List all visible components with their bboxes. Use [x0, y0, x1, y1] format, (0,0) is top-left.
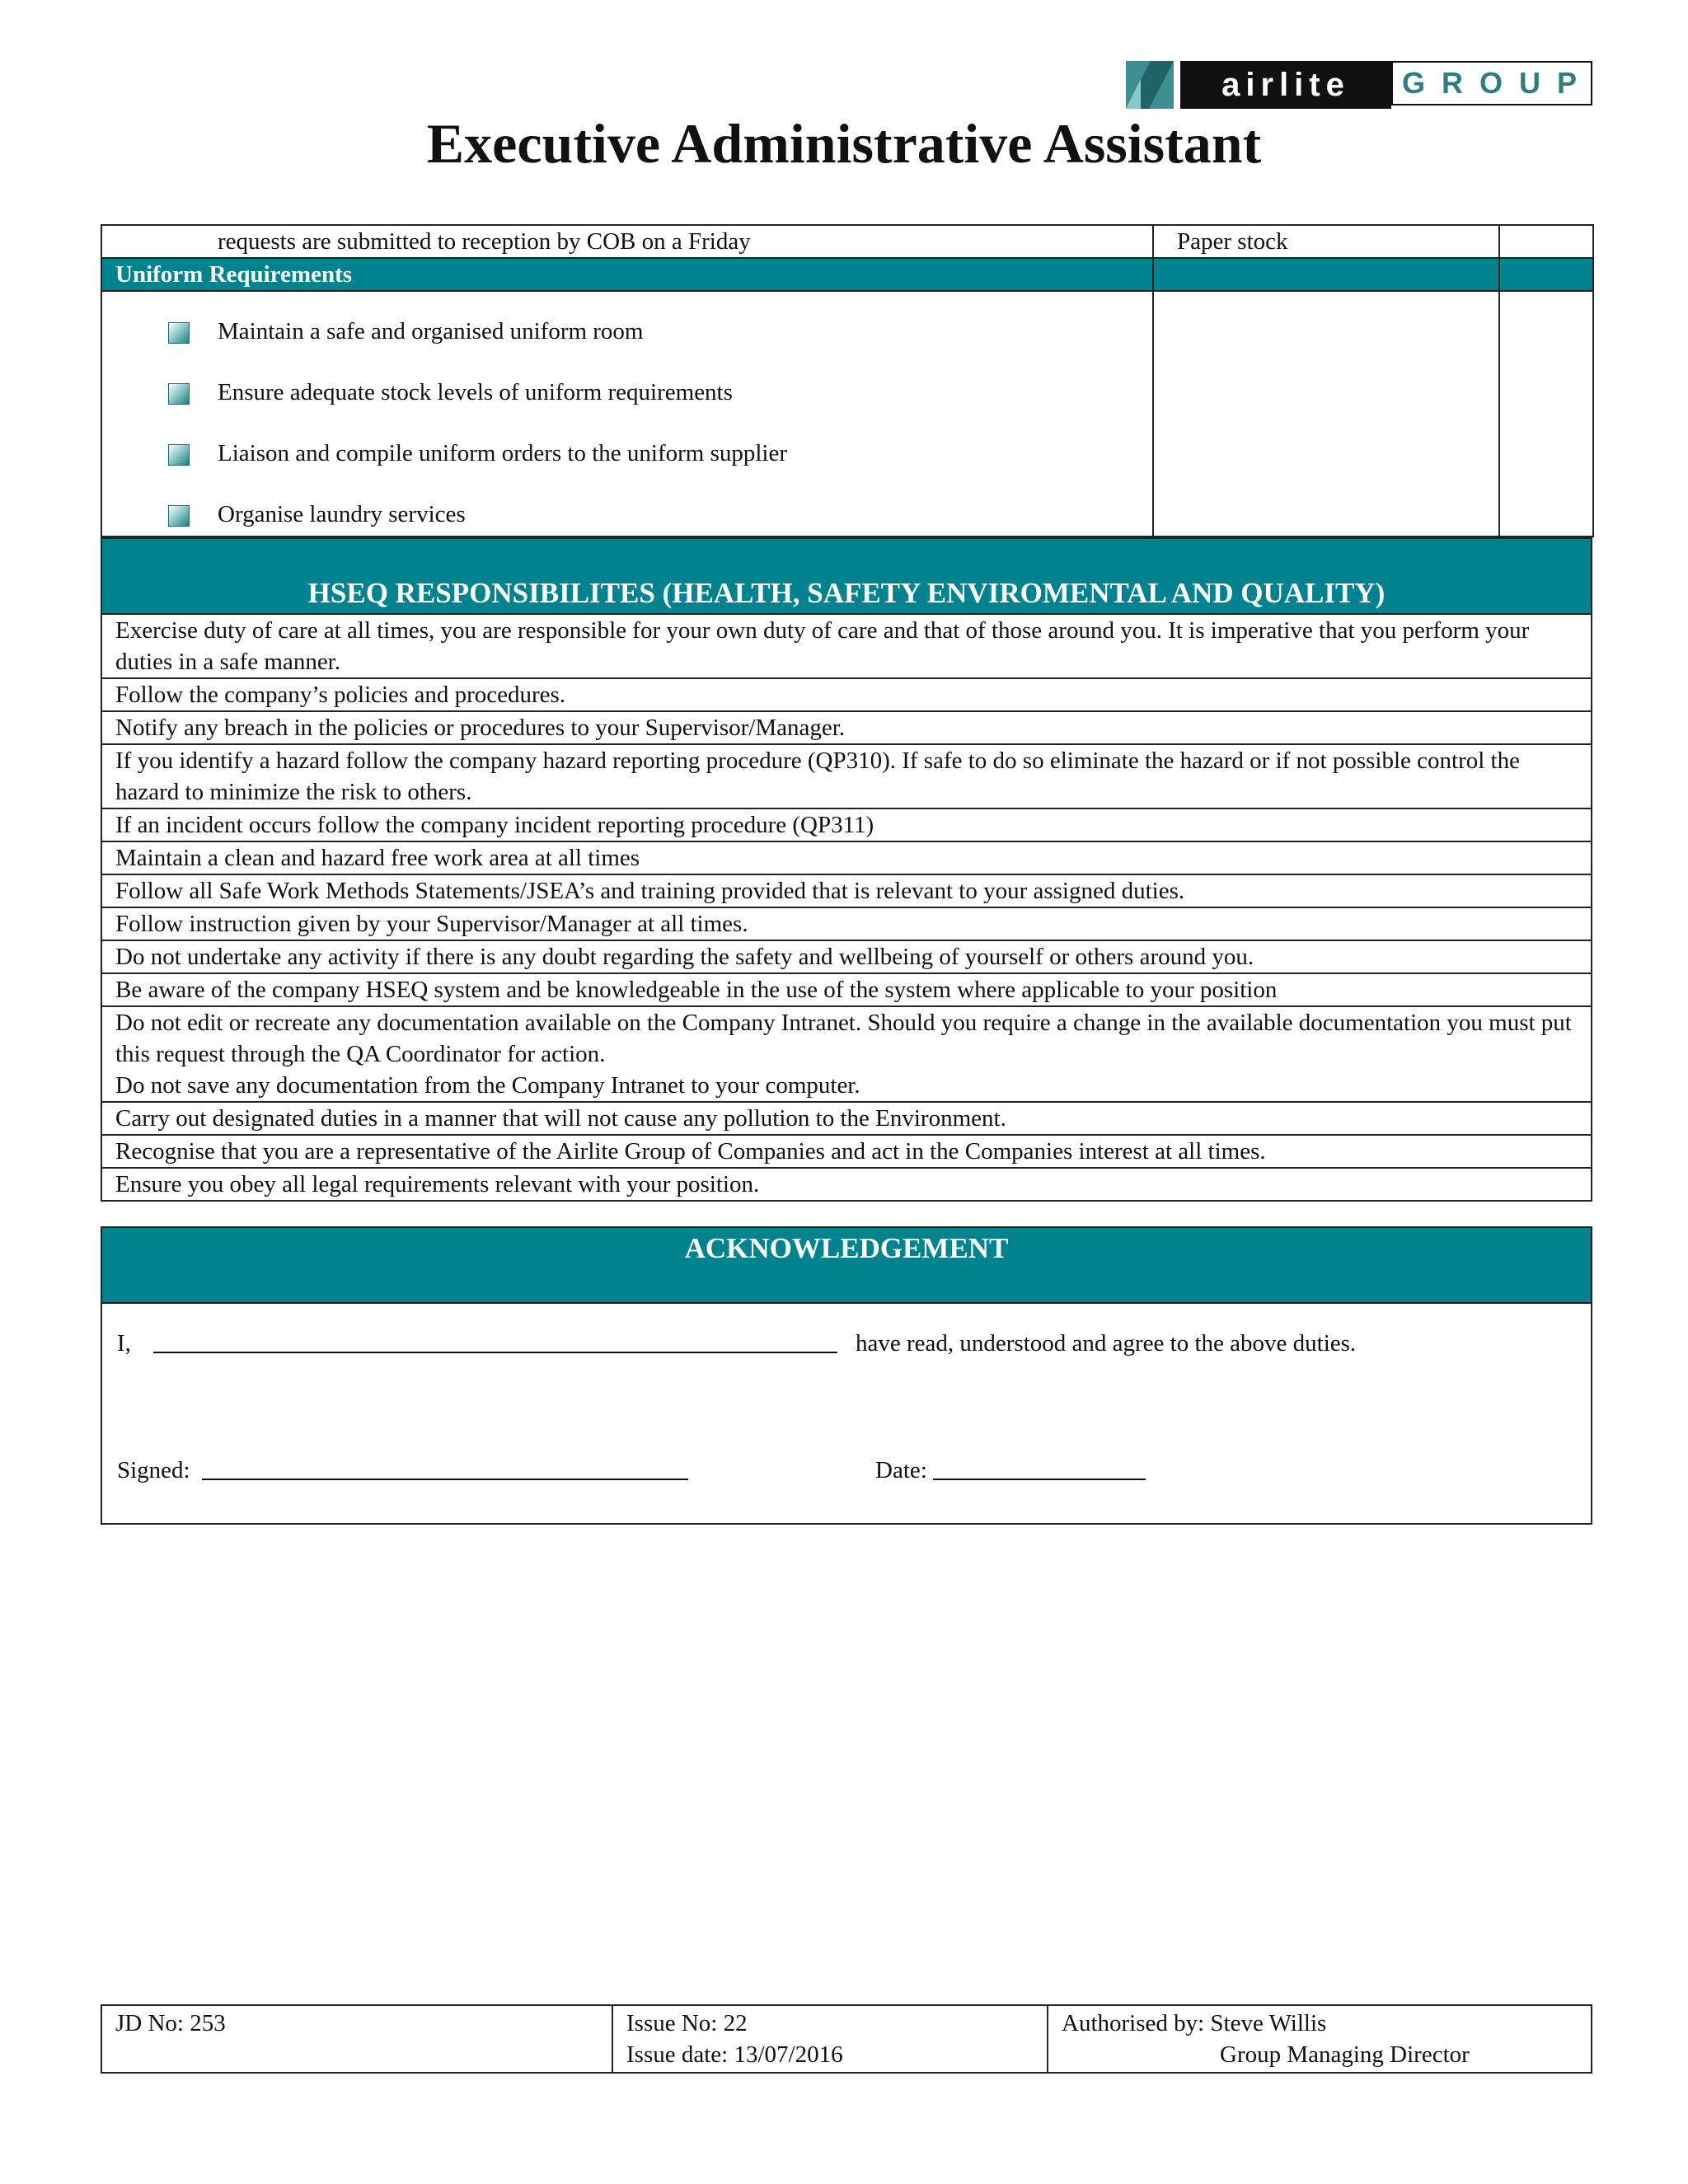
company-logo: [1126, 61, 1596, 109]
bullet-text: Maintain a safe and organised uniform room: [218, 318, 644, 344]
page-title: Executive Administrative Assistant: [426, 112, 1262, 175]
issue-number: Issue No: 22: [626, 2010, 748, 2036]
list-item: [168, 437, 1152, 498]
date-blank-field[interactable]: [933, 1454, 1146, 1480]
table-row: [101, 841, 1592, 874]
bullet-square-icon: [168, 505, 190, 527]
table-row: [101, 614, 1592, 678]
hseq-row: Follow instruction given by your Supervisor/Manager at all times.: [101, 907, 1592, 940]
authorised-cell: [1048, 2005, 1592, 2073]
uniform-bullets-row: [101, 291, 1593, 537]
uniform-header: Uniform Requirements: [101, 258, 1153, 291]
issue-date: Issue date: 13/07/2016: [626, 2041, 843, 2068]
signed-line: [117, 1454, 190, 1487]
table-row: [101, 808, 1592, 841]
hseq-row: Be aware of the company HSEQ system and be knowledgeable in the use of the system where applicable to your position: [101, 973, 1592, 1006]
hseq-row: Carry out designated duties in a manner that will not cause any pollution to the Environment.: [101, 1102, 1592, 1135]
hseq-row: Exercise duty of care at all times, you are responsible for your own duty of care and that of those around you. It is imperative that you perform your duties in a safe manner.: [101, 614, 1592, 678]
hseq-row: If you identify a hazard follow the company hazard reporting procedure (QP310). If safe to do so eliminate the hazard or if not possible control the hazard to minimize the risk to others.: [101, 744, 1592, 808]
uniform-header-col2: [1153, 258, 1499, 291]
authorised-by: Authorised by: Steve Willis: [1062, 2010, 1327, 2036]
bullet-text: Liaison and compile uniform orders to the uniform supplier: [218, 440, 788, 466]
acknowledgement-statement-line: [117, 1327, 1357, 1360]
hseq-row: Do not undertake any activity if there is any doubt regarding the safety and wellbeing of yourself or others around you.: [101, 940, 1592, 973]
bullet-text: Organise laundry services: [218, 501, 466, 527]
hseq-row: Recognise that you are a representative of the Airlite Group of Companies and act in the Companies interest at all times.: [101, 1135, 1592, 1168]
table-row: [101, 874, 1592, 907]
bullet-square-icon: [168, 444, 190, 466]
table-row: [101, 744, 1592, 808]
hseq-row-text: Do not edit or recreate any documentation available on the Company Intranet. Should you require a change in the available documentation you must put this request through the QA Coordinator for action.: [115, 1010, 1572, 1067]
table-row: [101, 711, 1592, 744]
footer-table: [101, 2004, 1592, 2074]
continued-text: requests are submitted to reception by COB on a Friday: [101, 225, 1153, 258]
table-row: [101, 1102, 1592, 1135]
bullet-text: Ensure adequate stock levels of uniform requirements: [218, 379, 733, 405]
list-item: [168, 498, 1152, 536]
i-label: I,: [117, 1330, 131, 1357]
list-item: [168, 315, 1152, 376]
authoriser-role: Group Managing Director: [1220, 2041, 1470, 2068]
hseq-header: HSEQ RESPONSIBILITES (HEALTH, SAFETY ENVIROMENTAL AND QUALITY): [101, 538, 1592, 614]
hseq-row: Follow all Safe Work Methods Statements/JSEA’s and training provided that is relevant to your assigned duties.: [101, 874, 1592, 907]
uniform-header-row: [101, 258, 1593, 291]
continued-row: [101, 225, 1593, 258]
hseq-header-row: [101, 538, 1592, 614]
table-row: [101, 1135, 1592, 1168]
hseq-row: Maintain a clean and hazard free work area at all times: [101, 841, 1592, 874]
bullet-square-icon: [168, 322, 190, 344]
hseq-row: Follow the company’s policies and procedures.: [101, 678, 1592, 711]
acknowledgement-header: ACKNOWLEDGEMENT: [102, 1228, 1591, 1304]
hseq-row: Ensure you obey all legal requirements relevant with your position.: [101, 1168, 1592, 1201]
logo-airlite: airlite: [1180, 61, 1391, 109]
uniform-table: [101, 224, 1594, 537]
uniform-bullets-col3: [1499, 291, 1593, 537]
issue-cell: [612, 2005, 1048, 2073]
hseq-row: If an incident occurs follow the company incident reporting procedure (QP311): [101, 808, 1592, 841]
footer-row: [101, 2005, 1592, 2073]
table-row: [101, 907, 1592, 940]
logo-mark-icon: [1126, 61, 1174, 109]
uniform-bullets-cell: [101, 291, 1153, 537]
continued-col3: [1499, 225, 1593, 258]
bullet-square-icon: [168, 383, 190, 405]
list-item: [168, 376, 1152, 437]
uniform-bullets-col2: [1153, 291, 1499, 537]
table-row: [101, 940, 1592, 973]
jd-number: JD No: 253: [101, 2005, 612, 2073]
acknowledgement-statement: have read, understood and agree to the above duties.: [856, 1330, 1357, 1357]
date-label: Date:: [875, 1457, 927, 1483]
date-line: [875, 1454, 927, 1487]
acknowledgement-box: [101, 1226, 1592, 1525]
name-blank-field[interactable]: [153, 1327, 837, 1353]
continued-col2: Paper stock: [1153, 225, 1499, 258]
table-row: [101, 1168, 1592, 1201]
hseq-row-intranet: [101, 1006, 1592, 1102]
uniform-header-col3: [1499, 258, 1593, 291]
table-row: [101, 1006, 1592, 1102]
signed-label: Signed:: [117, 1457, 190, 1483]
hseq-table: [101, 537, 1592, 1202]
table-row: [101, 678, 1592, 711]
signature-blank-field[interactable]: [202, 1454, 688, 1480]
table-row: [101, 973, 1592, 1006]
uniform-bullet-list: [102, 292, 1152, 536]
hseq-row-text: Do not save any documentation from the Company Intranet to your computer.: [115, 1072, 860, 1099]
logo-group: GROUP: [1391, 61, 1592, 105]
hseq-row: Notify any breach in the policies or procedures to your Supervisor/Manager.: [101, 711, 1592, 744]
